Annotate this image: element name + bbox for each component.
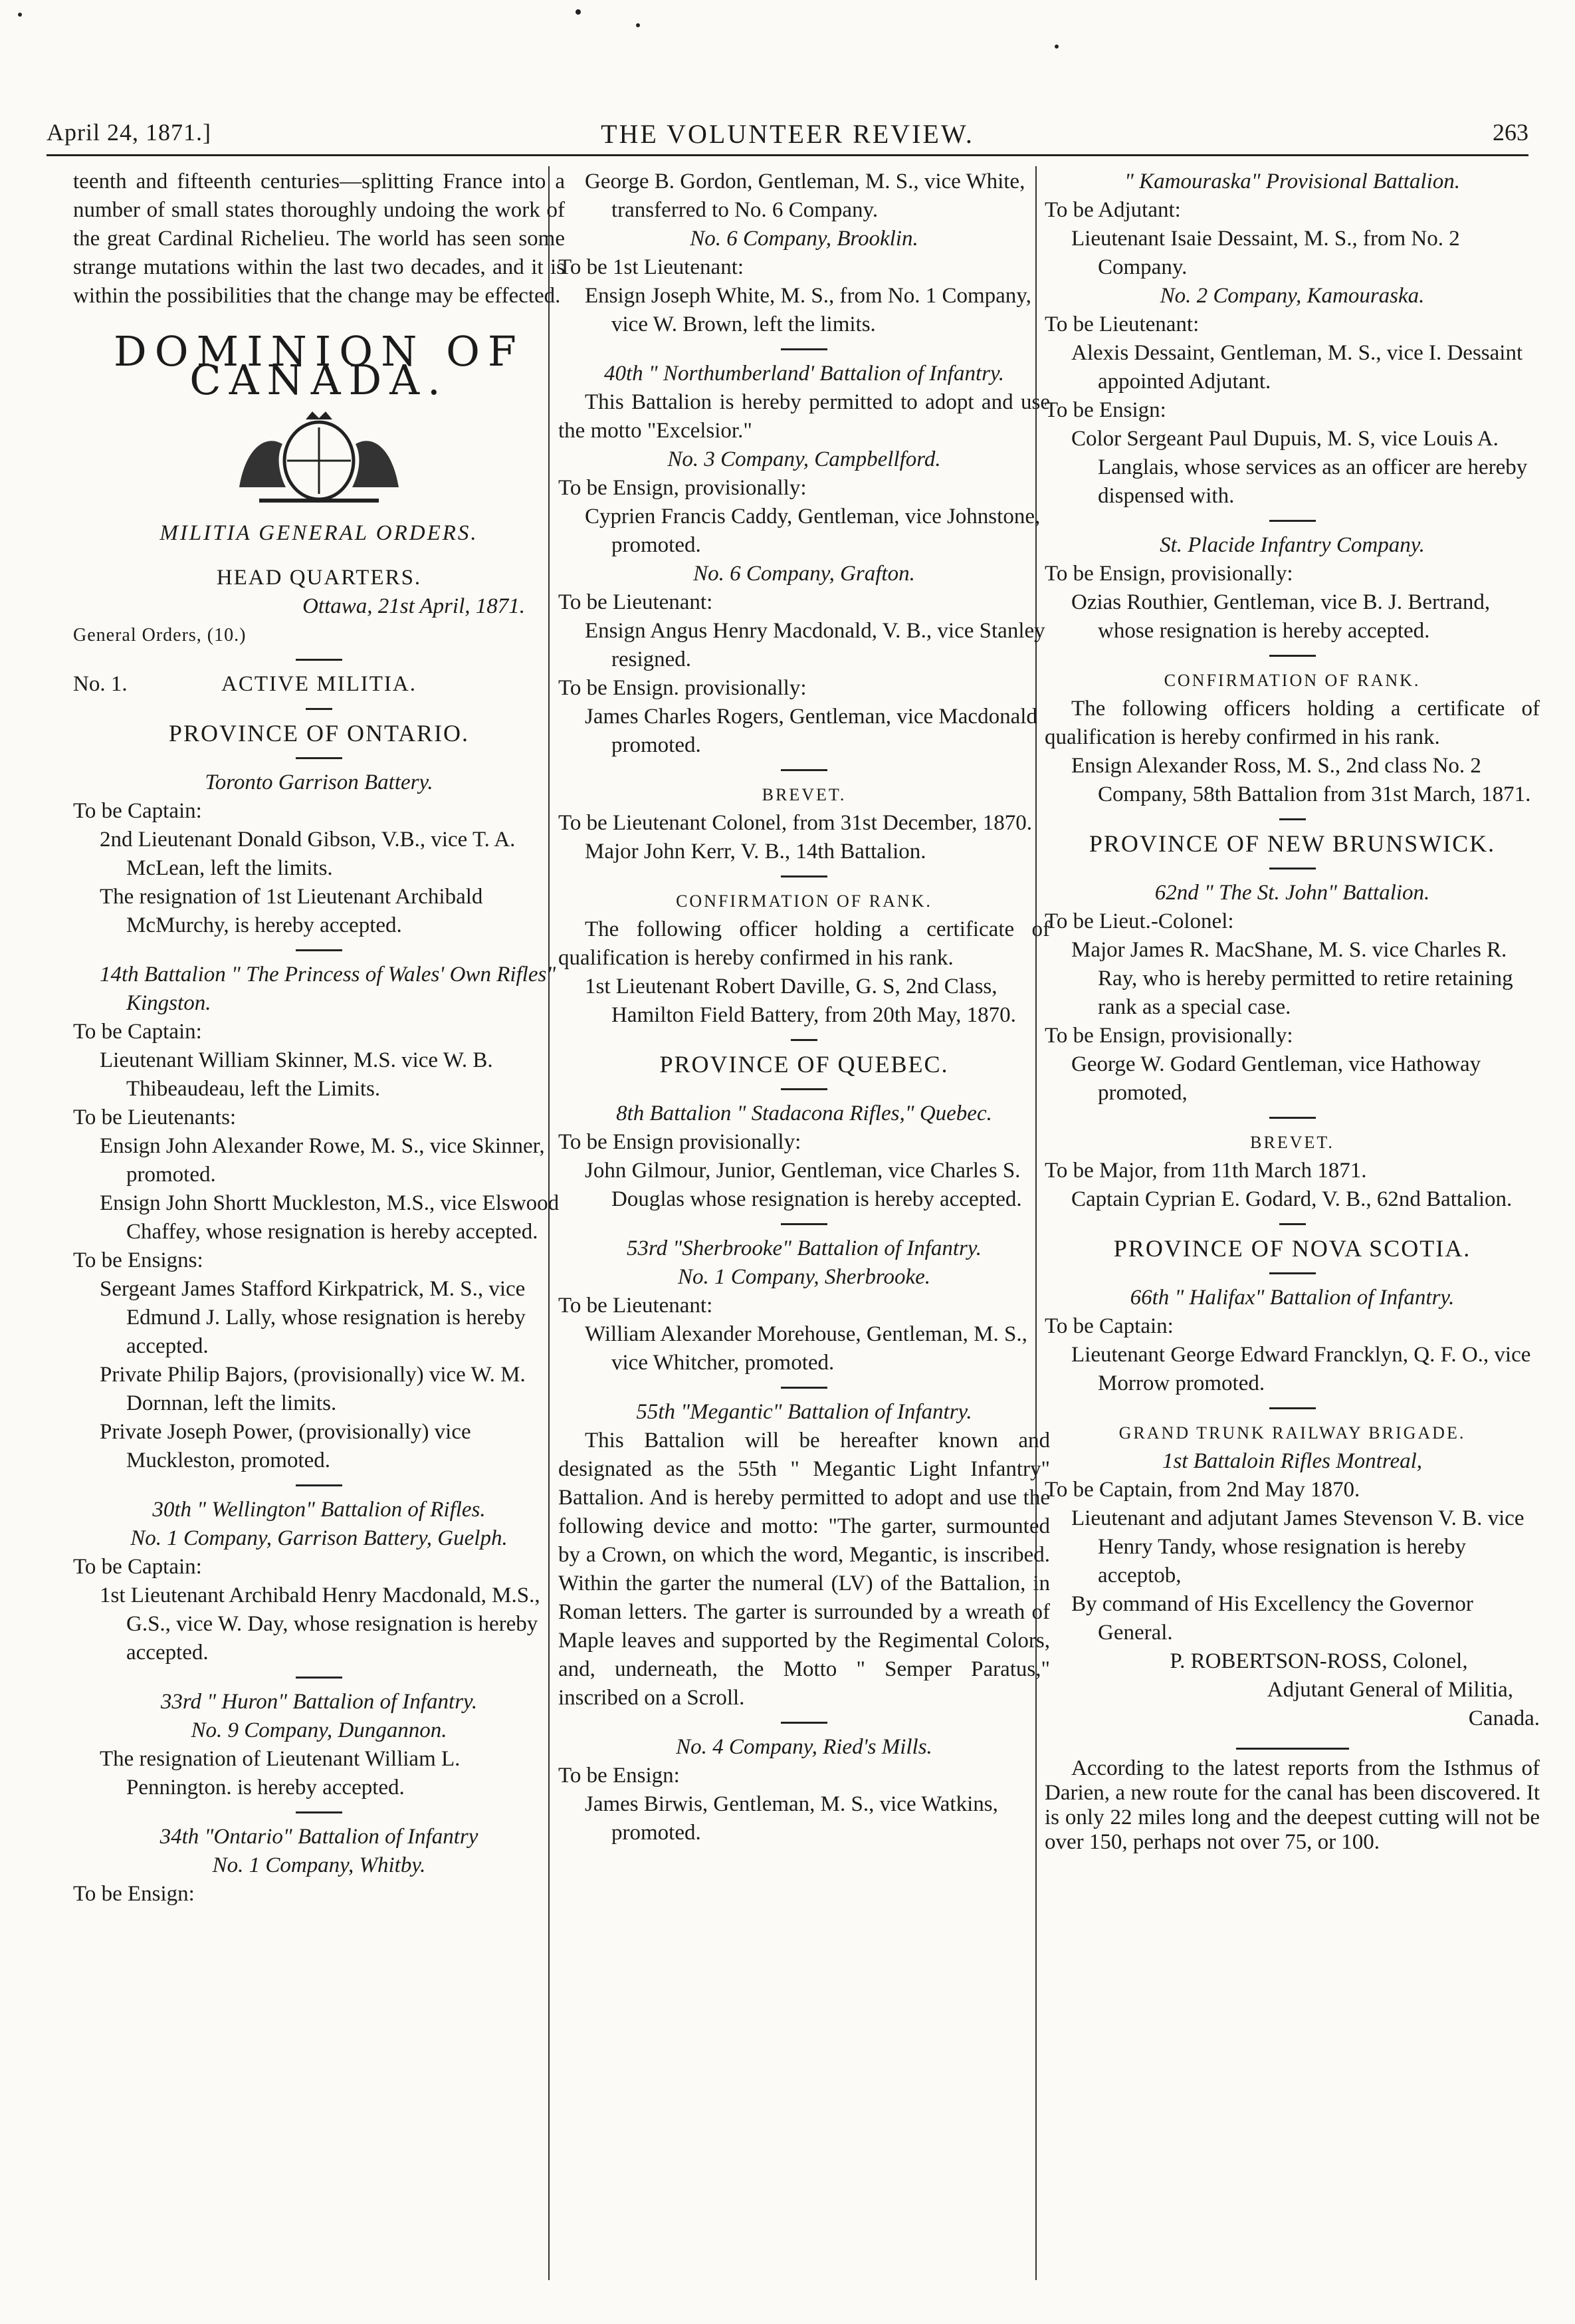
unit-heading: St. Placide Infantry Company.	[1160, 533, 1425, 557]
appointment: Ensign Angus Henry Macdonald, V. B., vice Stanley resigned.	[585, 619, 1045, 671]
company-heading: No. 1 Company, Sherbrooke.	[677, 1265, 931, 1289]
company-heading: No. 6 Company, Brooklin.	[690, 227, 918, 251]
appointment: William Alexander Morehouse, Gentleman, M. S., vice Whitcher, promoted.	[585, 1322, 1027, 1375]
command-line: By command of His Excellency the Governor General.	[1071, 1592, 1473, 1645]
appointment: Cyprien Francis Caddy, Gentleman, vice Johnstone, promoted.	[585, 505, 1041, 557]
appointment: George W. Godard Gentleman, vice Hathoway promoted,	[1071, 1052, 1481, 1105]
unit-heading: 40th " Northumberland' Battalion of Infantry.	[603, 362, 1005, 386]
signature-place: Canada.	[1468, 1706, 1540, 1730]
rank-heading: To be Lieutenants:	[73, 1105, 237, 1129]
running-head	[47, 118, 1528, 158]
appointment: Captain Cyprian E. Godard, V. B., 62nd Battalion.	[1071, 1187, 1513, 1211]
appointment: 1st Lieutenant Archibald Henry Macdonald, M.S., G.S., vice W. Day, whose resignation is hereby accepted.	[100, 1583, 540, 1665]
unit-heading: 8th Battalion " Stadacona Rifles," Quebec.	[616, 1102, 992, 1125]
order-number: No. 1.	[73, 672, 128, 696]
rank-heading: To be Ensign. provisionally:	[558, 676, 807, 700]
appointment: George B. Gordon, Gentleman, M. S., vice White, transferred to No. 6 Company.	[585, 170, 1025, 222]
province-heading: PROVINCE OF NOVA SCOTIA.	[1113, 1235, 1471, 1262]
appointment: Ensign Alexander Ross, M. S., 2nd class No. 2 Company, 58th Battalion from 31st March, 1871.	[1071, 754, 1531, 806]
appointment: Lieutenant William Skinner, M.S. vice W. B. Thibeaudeau, left the Limits.	[100, 1048, 493, 1101]
appointment: Major John Kerr, V. B., 14th Battalion.	[585, 840, 926, 864]
column-3	[1045, 168, 1540, 1855]
publication-title: THE VOLUNTEER REVIEW.	[601, 119, 974, 149]
appointment: Ensign John Alexander Rowe, M. S., vice Skinner, promoted.	[100, 1134, 545, 1187]
column-2	[558, 168, 1050, 1847]
brevet-heading: BREVET.	[762, 785, 847, 804]
issue-date: April 24, 1871.]	[47, 119, 211, 146]
company-heading: No. 4 Company, Ried's Mills.	[676, 1735, 932, 1759]
page-number: 263	[1493, 119, 1528, 146]
rank-heading: To be Captain:	[73, 799, 202, 823]
brevet-heading: BREVET.	[1250, 1133, 1334, 1152]
rank-heading: To be Captain:	[73, 1020, 202, 1044]
appointment: James Charles Rogers, Gentleman, vice Macdonald promoted.	[585, 705, 1037, 757]
confirmation-text: The following officers holding a certificate of qualification is hereby confirmed in his rank.	[1045, 697, 1540, 749]
unit-heading: 34th "Ontario" Battalion of Infantry	[159, 1825, 478, 1849]
unit-heading: 53rd "Sherbrooke" Battalion of Infantry.	[627, 1236, 982, 1260]
rank-heading: To be Lieutenant:	[558, 590, 713, 614]
appointment: The resignation of Lieutenant William L. Pennington. is hereby accepted.	[100, 1747, 461, 1800]
orders-title: MILITIA GENERAL ORDERS.	[159, 521, 478, 545]
head-quarters: HEAD QUARTERS.	[216, 566, 422, 590]
appointment: 2nd Lieutenant Donald Gibson, V.B., vice T. A. McLean, left the limits.	[100, 828, 516, 880]
unit-heading: Toronto Garrison Battery.	[205, 770, 433, 794]
place-date: Ottawa, 21st April, 1871.	[302, 594, 525, 618]
brigade-heading: GRAND TRUNK RAILWAY BRIGADE.	[1118, 1423, 1466, 1443]
appointment: Color Sergeant Paul Dupuis, M. S, vice Louis A. Langlais, whose services as an officer are hereby dispensed with.	[1071, 427, 1528, 508]
signature-name: P. ROBERTSON-ROSS, Colonel,	[1170, 1649, 1468, 1673]
header-rule	[47, 154, 1528, 156]
unit-heading: 66th " Halifax" Battalion of Infantry.	[1130, 1286, 1455, 1310]
company-heading: No. 9 Company, Dungannon.	[191, 1718, 447, 1742]
province-heading: PROVINCE OF ONTARIO.	[168, 720, 470, 747]
appointment: The resignation of 1st Lieutenant Archibald McMurchy, is hereby accepted.	[100, 885, 483, 937]
company-heading: No. 6 Company, Grafton.	[693, 562, 915, 586]
coat-of-arms-icon	[213, 407, 425, 507]
unit-heading: 14th Battalion " The Princess of Wales' Own Rifles" Kingston.	[100, 963, 556, 1015]
unit-heading: 55th "Megantic" Battalion of Infantry.	[636, 1400, 972, 1424]
company-heading: No. 1 Company, Garrison Battery, Guelph.	[130, 1526, 508, 1550]
appointment: Ensign John Shortt Muckleston, M.S., vice Elswood Chaffey, whose resignation is hereby accepted.	[100, 1191, 560, 1244]
active-militia: ACTIVE MILITIA.	[221, 672, 417, 696]
rank-heading: To be Lieutenant Colonel, from 31st December, 1870.	[558, 811, 1033, 835]
unit-heading: 62nd " The St. John" Battalion.	[1154, 881, 1430, 905]
company-heading: No. 2 Company, Kamouraska.	[1160, 284, 1425, 308]
unit-heading: " Kamouraska" Provisional Battalion.	[1124, 170, 1460, 193]
rank-heading: To be Ensign:	[73, 1882, 195, 1906]
device-order: This Battalion will be hereafter known and designated as the 55th " Megantic Light Infantry" Battalion. And is hereby permitted to adopt and use the following device and motto: "The garter, surmounted by a Crown, on which the word, Megantic, is inscribed. Within the garter the numeral (LV) of the Battalion, in Roman letters. The garter is surrounded by a wreath of Maple leaves and supported by the Regimental Colors, and, underneath, the Motto " Semper Paratus," inscribed on a Scroll.	[558, 1429, 1050, 1710]
appointment: Lieutenant George Edward Francklyn, Q. F. O., vice Morrow promoted.	[1071, 1343, 1531, 1395]
appointment: James Birwis, Gentleman, M. S., vice Watkins, promoted.	[585, 1792, 998, 1845]
appointment: Sergeant James Stafford Kirkpatrick, M. S., vice Edmund J. Lally, whose resignation is hereby accepted.	[100, 1277, 526, 1358]
confirmation-heading: CONFIRMATION OF RANK.	[676, 891, 932, 911]
rank-heading: To be Major, from 11th March 1871.	[1045, 1159, 1367, 1183]
unit-heading: 33rd " Huron" Battalion of Infantry.	[160, 1690, 478, 1714]
unit-heading: 30th " Wellington" Battalion of Rifles.	[152, 1498, 486, 1522]
province-heading: PROVINCE OF QUEBEC.	[659, 1051, 949, 1078]
appointment: 1st Lieutenant Robert Daville, G. S, 2nd Class, Hamilton Field Battery, from 20th May, 1870.	[585, 975, 1016, 1027]
print-specks	[0, 0, 1575, 53]
company-heading: No. 1 Company, Whitby.	[212, 1853, 426, 1877]
appointment: John Gilmour, Junior, Gentleman, vice Charles S. Douglas whose resignation is hereby accepted.	[585, 1159, 1022, 1211]
rank-heading: To be Lieutenant:	[558, 1294, 713, 1318]
signature-title: Adjutant General of Militia,	[1267, 1678, 1513, 1702]
rank-heading: To be Adjutant:	[1045, 198, 1181, 222]
rank-heading: To be Captain:	[1045, 1314, 1174, 1338]
appointment: Lieutenant Isaie Dessaint, M. S., from No. 2 Company.	[1071, 227, 1460, 279]
column-1	[73, 168, 565, 1909]
appointment: Ozias Routhier, Gentleman, vice B. J. Bertrand, whose resignation is hereby accepted.	[1071, 590, 1491, 643]
rank-heading: To be Ensign:	[558, 1764, 680, 1788]
section-title: DOMINION OF CANADA.	[114, 327, 524, 404]
province-heading: PROVINCE OF NEW BRUNSWICK.	[1089, 830, 1496, 857]
rank-heading: To be Ensign:	[1045, 398, 1166, 422]
general-orders-number: General Orders, (10.)	[73, 625, 247, 645]
rank-heading: To be Captain, from 2nd May 1870.	[1045, 1478, 1360, 1502]
company-heading: No. 3 Company, Campbellford.	[667, 447, 941, 471]
appointment: Major James R. MacShane, M. S. vice Charles R. Ray, who is hereby permitted to retire retaining rank as a special case.	[1071, 938, 1513, 1019]
rank-heading: To be 1st Lieutenant:	[558, 255, 744, 279]
darien-news-item: According to the latest reports from the Isthmus of Darien, a new route for the canal has been discovered. It is only 22 miles long and the deepest cutting will not be over 150, perhaps not over 75, or 100.	[1045, 1756, 1540, 1854]
rank-heading: To be Ensign, provisionally:	[1045, 1024, 1293, 1048]
rank-heading: To be Lieut.-Colonel:	[1045, 909, 1234, 933]
unit-heading: 1st Battaloin Rifles Montreal,	[1162, 1449, 1423, 1473]
appointment: Private Joseph Power, (provisionally) vice Muckleston, promoted.	[100, 1420, 471, 1472]
motto-order: This Battalion is hereby permitted to adopt and use the motto "Excelsior."	[558, 390, 1050, 443]
rank-heading: To be Ensign provisionally:	[558, 1130, 801, 1154]
appointment: Alexis Dessaint, Gentleman, M. S., vice I. Dessaint appointed Adjutant.	[1071, 341, 1523, 394]
rank-heading: To be Captain:	[73, 1555, 202, 1579]
appointment: Ensign Joseph White, M. S., from No. 1 Company, vice W. Brown, left the limits.	[585, 284, 1031, 336]
confirmation-text: The following officer holding a certificate of qualification is hereby confirmed in his rank.	[558, 917, 1050, 970]
rank-heading: To be Lieutenant:	[1045, 312, 1200, 336]
appointment: Private Philip Bajors, (provisionally) vice W. M. Dornnan, left the limits.	[100, 1363, 526, 1415]
confirmation-heading: CONFIRMATION OF RANK.	[1164, 671, 1421, 690]
appointment: Lieutenant and adjutant James Stevenson V. B. vice Henry Tandy, whose resignation is hereby acceptob,	[1071, 1506, 1524, 1587]
rank-heading: To be Ensign, provisionally:	[1045, 562, 1293, 586]
rank-heading: To be Ensigns:	[73, 1248, 203, 1272]
article-continuation: teenth and fifteenth centuries—splitting France into a number of small states thoroughly undoing the work of the great Cardinal Richelieu. The world has seen some strange mutations within the last two decades, and it is within the possibilities that the change may be effected.	[73, 170, 565, 308]
rank-heading: To be Ensign, provisionally:	[558, 476, 807, 500]
